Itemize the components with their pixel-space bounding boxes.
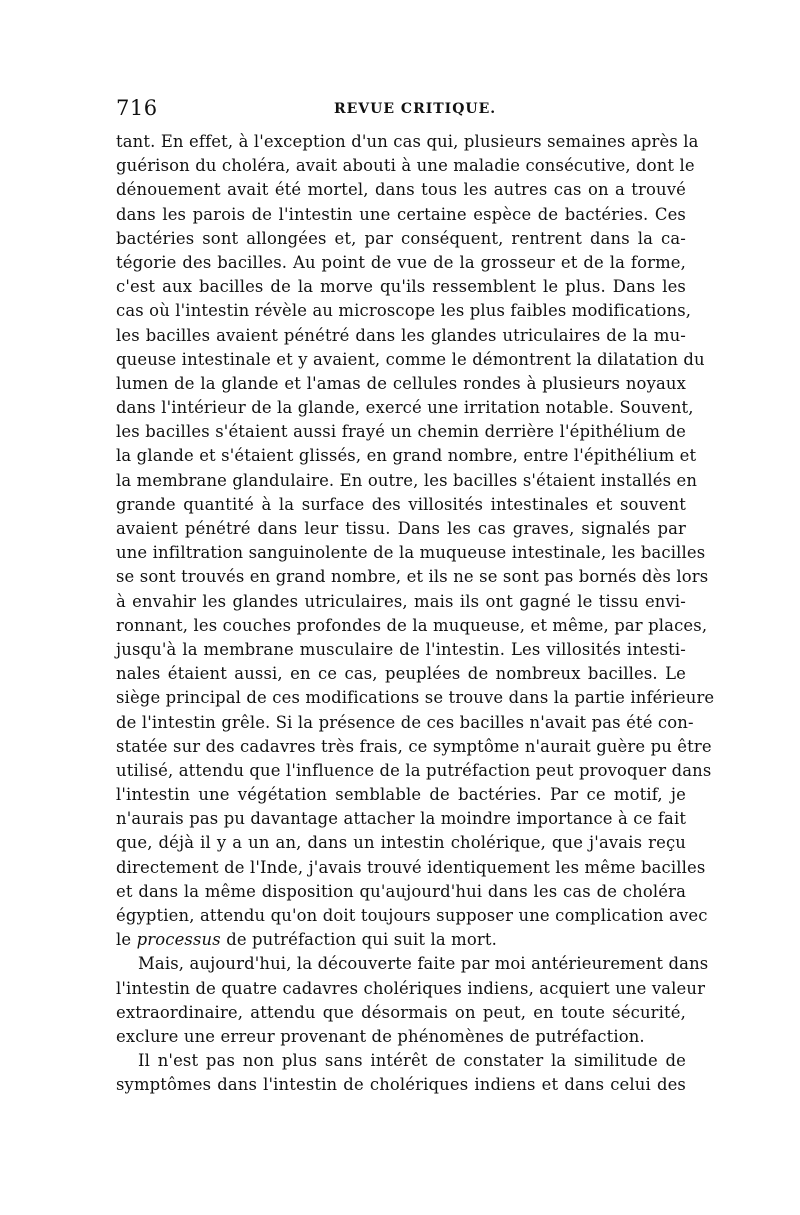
text-line: l'intestin une végétation semblable de bactéries. Par ce motif, je [116,785,686,805]
text-line: queuse intestinale et y avaient, comme le démontrent la dilatation du [116,349,705,369]
text-line: l'intestin de quatre cadavres cholériques indiens, acquiert une valeur [116,978,706,998]
processus-italic: processus [136,930,221,950]
text-line: grande quantité à la surface des villosités intestinales et souvent [116,494,686,514]
text-line: dans l'intérieur de la glande, exercé une irritation notable. Souvent, [116,398,694,418]
text-line: une infiltration sanguinolente de la muqueuse intestinale, les bacilles [116,543,706,563]
body-text [116,130,715,1098]
processus-before: le [116,930,137,950]
text-line: ronnant, les couches profondes de la muqueuse, et même, par places, [116,615,708,635]
text-line: égyptien, attendu qu'on doit toujours supposer une complication avec [116,906,708,925]
page-number: 716 [116,96,158,120]
text-line: siège principal de ces modifications se trouve dans la partie inférieure [116,688,715,708]
paragraph-start-line: Il n'est pas non plus sans intérêt de constater la similitude de [138,1051,686,1071]
text-line: jusqu'à la membrane musculaire de l'intestin. Les villosités intesti- [116,639,686,659]
text-line-processus [116,928,686,952]
text-line: lumen de la glande et l'amas de cellules rondes à plusieurs noyaux [116,373,686,393]
text-line: dénouement avait été mortel, dans tous les autres cas on a trouvé [116,180,686,200]
text-line: extraordinaire, attendu que désormais on peut, en toute sécurité, [116,1002,686,1022]
text-line: n'aurais pas pu davantage attacher la moindre importance à ce fait [116,809,687,829]
text-line: à envahir les glandes utriculaires, mais ils ont gagné le tissu envi- [116,591,686,611]
text-line: les bacilles s'étaient aussi frayé un chemin derrière l'épithélium de [116,422,686,442]
text-line: guérison du choléra, avait abouti à une maladie consécutive, dont le [116,156,695,176]
page-header [116,96,686,122]
text-line: et dans la même disposition qu'aujourd'hui dans les cas de choléra [116,881,686,901]
text-line: la glande et s'étaient glissés, en grand nombre, entre l'épithélium et [116,446,697,466]
text-line: avaient pénétré dans leur tissu. Dans les cas graves, signalés par [116,519,686,538]
paragraph-start-line: Mais, aujourd'hui, la découverte faite par moi antérieurement dans [138,954,709,974]
text-line: de l'intestin grêle. Si la présence de ces bacilles n'avait pas été con- [116,712,694,732]
text-line: cas où l'intestin révèle au microscope les plus faibles modifications, [116,301,692,321]
text-line: nales étaient aussi, en ce cas, peuplées de nombreux bacilles. Le [116,664,686,684]
text-line: tant. En effet, à l'exception d'un cas qui, plusieurs semaines après la [116,132,699,151]
text-line: statée sur des cadavres très frais, ce symptôme n'aurait guère pu être [116,736,712,756]
processus-after: de putréfaction qui suit la mort. [220,930,497,950]
running-head: REVUE CRITIQUE. [334,101,497,117]
text-line: les bacilles avaient pénétré dans les glandes utriculaires de la mu- [116,325,686,345]
text-line: utilisé, attendu que l'influence de la putréfaction peut provoquer dans [116,760,712,780]
text-line: c'est aux bacilles de la morve qu'ils ressemblent le plus. Dans les [116,277,686,297]
text-line: que, déjà il y a un an, dans un intestin cholérique, que j'avais reçu [116,833,686,853]
text-line: directement de l'Inde, j'avais trouvé identiquement les même bacilles [116,857,706,877]
text-line: la membrane glandulaire. En outre, les bacilles s'étaient installés en [116,470,698,490]
paragraph-end-line: exclure une erreur provenant de phénomènes de putréfaction. [116,1026,645,1046]
text-line: symptômes dans l'intestin de cholériques indiens et dans celui des [116,1075,686,1095]
text-line: tégorie des bacilles. Au point de vue de la grosseur et de la forme, [116,252,686,272]
text-line: bactéries sont allongées et, par conséquent, rentrent dans la ca- [116,228,686,248]
text-line: dans les parois de l'intestin une certaine espèce de bactéries. Ces [116,204,686,224]
text-line: se sont trouvés en grand nombre, et ils ne se sont pas bornés dès lors [116,567,709,587]
